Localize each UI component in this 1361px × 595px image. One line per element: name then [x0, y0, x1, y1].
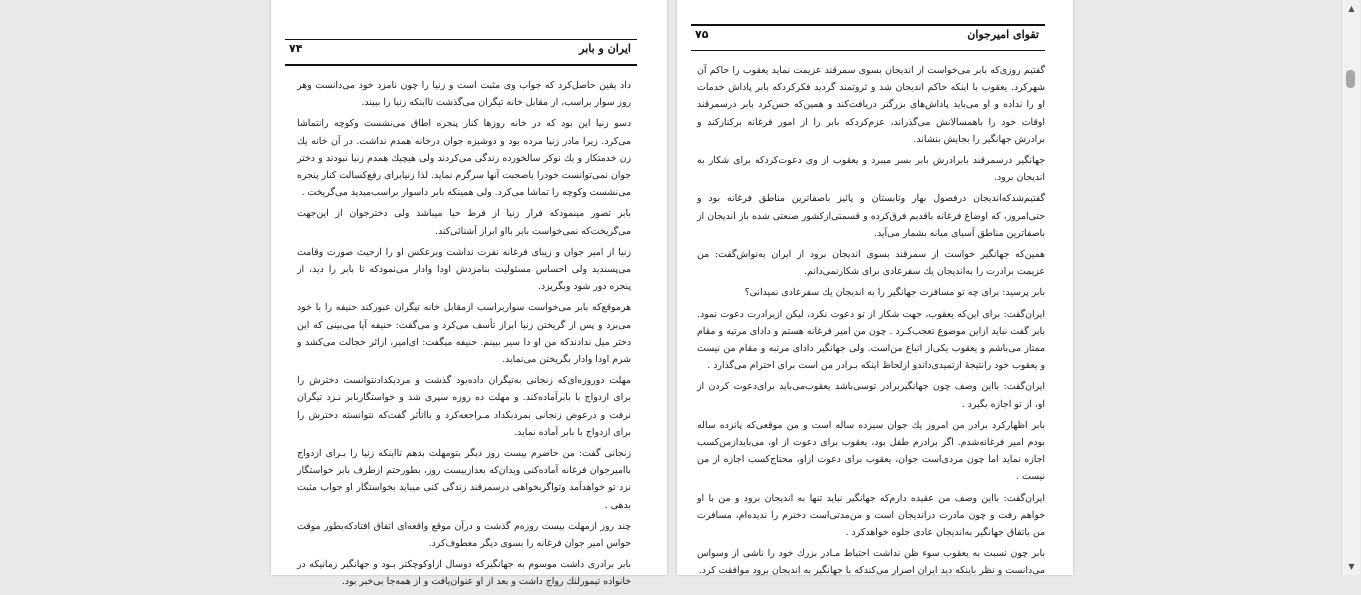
paragraph: دسو زنیا این بود که در خانه روزها کنار پنجره اطاق می‌نشست وکوچه رانتماشا می‌کرد. زیرا مادر زنیا مرده بود و دوشیزه جوان درخانه همدم نداشت. در آن خانه یك زن خدمتکار و یك نوکر سالخورده زندگی می‌کردند ولی هیچیك همدم زنیا نبودند و دختر جوان نمی‌توانست خودرا باصحبت آنها سرگرم نماید. لذا زنیابرای رفع‌کسالت کنار پنجره می‌نشست وکوچه را تماشا می‌کرد. ولی همینکه بابر داسوار براسب‌میدید می‌گریخت . — [297, 118, 631, 199]
paragraph: ایران‌گفت: بااین وصف چون جهانگیربرادر توسی‌باشد یعقوب‌می‌باید برای‌دعوت کردن از او، از تو اجازه بگیرد . — [697, 381, 1045, 410]
paragraph: زنجانی گفت: من حاضرم بیست روز دیگر بتومهلت بدهم تااینکه زنیا را بـرای ازدواج باامیرجوان فرغانه آماده‌کنی وبدان‌که بعدازبیست روز، بطورحتم ازطرف بابر خواستگار نزد تو خواهدآمد وتواگربخواهی درسمرقند زندگی کنی میباید بخواستگار او جواب مثبت بدهی . — [297, 448, 631, 511]
paragraph: بابر اظهارکرد برادر من امروز یك جوان سیزده ساله است و من موقعی‌که پانزده ساله بودم امیر فرغانه‌شدم. اگر برادرم طفل بود، یعقوب برای دعوت از او، می‌بایدازمن‌کسب اجازه نماید اما چون مردی‌است جوان، یعقوب برای دعوت ازاو، محتاج‌کسب اجازه از من نیست . — [697, 419, 1045, 483]
paragraph: داد یقین حاصل‌کرد که جواب وی مثبت است و زنیا را چون نامزد خود می‌دانست وهر روز سوار براسب، از مقابل خانه تیگران می‌گذشت تااینکه زنیا را ببیند. — [297, 80, 631, 109]
page-body — [697, 62, 1045, 584]
page-number: ۷۵ — [695, 28, 709, 41]
scrollbar-thumb[interactable] — [1346, 70, 1355, 88]
paragraph: گفتیم‌شدکه‌اندیجان درفصول بهار وتابستان و پائیز باصفاترین مناطق فرغانه بود و حتی‌امروز، که اوضاع فرغانه باقدیم فرق‌کرده و قسمتی‌ازکشور صنعتی شده باز اندیجان از باصفاترین مناطق آسیای میانه بشمار می‌آید. — [697, 193, 1045, 239]
paragraph: بابر برادری داشت موسوم به جهانگیرکه دوسال ازاوکوچکتر بـود و جهانگیر زمانیکه در خانواده تیمورلنك رواج داشت و بعد از او عنوان‌یافت و از همه‌جا بی‌خبر بود. — [297, 559, 631, 588]
page-74 — [271, 0, 667, 588]
running-title: ایران و بابر — [579, 42, 631, 55]
paragraph: بابر چون نسبت به یعقوب سوء ظن نداشت احتیاط مـادر بزرك خود را ناشی از وسواس می‌دانست و نظر باینکه دید ایران اصرار می‌کندکه با جهانگیر به اندیجان برود موافقت کرد. — [697, 548, 1045, 577]
paragraph: زنیا از امیر جوان و زیبای فرغانه نفرت نداشت وبرعکس او را ازحیث صورت وقامت می‌پسندید ولی احساس مسئولیت بنامزدش اودا وادار می‌نمودکه تا بابر را دید، از پنجره دور شود وبگریزد. — [297, 246, 631, 293]
paragraph: جهانگیر درسمرقند بابرادرش بابر بسر میبرد و یعقوب از وی دعوت‌کردکه برای شکار به اندیجان برود. — [697, 155, 1045, 184]
paragraph: بابر پرسید: برای چه تو مسافرت جهانگیر را به اندیجان یك سفرعادی نمیدانی؟ — [744, 287, 1045, 299]
paragraph: مهلت دوروزه‌ای‌که زنجانی به‌تیگران داده‌بود گذشت و مردبکدادنتوانست دخترش را برای ازدواج با بابرآماده‌کند. و مهلت ده روزه سپری شد و خواستگاربابر نـزد تیگران نرفت و درعوض زنجانی بمردبکداد مـراجعه‌کرد و بااتأثر گفت‌که نتوانسته دخترش را برای ازدواج با بابر آماده نماید. — [297, 375, 631, 438]
scroll-up-arrow-icon[interactable]: ▲ — [1348, 4, 1355, 13]
page-header — [285, 39, 637, 66]
paragraph: هرموقع‌که بابر می‌خواست سواربراسب ازمقابل خانه تیگران عبورکند حنیفه را با خود می‌برد و پس از گریختن زنیا ابراز تأسف می‌کرد و می‌گفت: حنیفه آیا می‌بینی که این دختر میل ندادندکه من او دا سیر ببینم. حنیفه میگفت: ای‌امیر، ازاثر خجالت می‌کشد و شرم اودا وادار بگریختن می‌نماید. — [297, 302, 631, 366]
page-header — [691, 24, 1045, 51]
paragraph: ایران‌گفت: بااین وصف من عقیده دارم‌که جهانگیر نباید تنها به اندیجان برود و من با او خواهم رفت و چون مادرت دراندیجان است و من‌مدتی‌است دخترم را ندیده‌ام، مسافرت من باتفاق جهانگیر به‌اندیجان عادی جلوه خواهدکرد . — [697, 492, 1045, 539]
page-75 — [677, 0, 1073, 575]
paragraph: ایران‌گفت: برای این‌که یعقوب، جهت شکار از تو دعوت نکرد، لیکن ازبرادرت دعوت نمود. بابر گفت نباید ازاین موضوع تعجب‌کـرد . چون من امیر فرغانه هستم و دادای مرتبه و مقام ممتاز می‌باشم و یعقوب یکی‌از اتباع من‌است. ولی جهانگیر دادای مرتبه و مقام من نیست و یعقوب خود رانتیجهٔ ازتمیدی‌داندو ازلحاظ اینکه بـرادر من است برای احترام می‌گذارد . — [697, 308, 1045, 372]
paragraph: همین‌که جهانگیر خواست از سمرقند بسوی اندیجان برود از ایران به‌نواش‌گفت: من عزیمت برادرت را به‌اندیجان یك سفرعادی برای شکارنمی‌دانم. — [697, 249, 1045, 278]
paragraph: بابر تصور مینمودکه فرار زنیا از فرط حیا میباشد ولی دخترجوان از این‌جهت می‌گریخت‌که نمی‌خواست بابر بااو ابراز آشنائی‌کند. — [297, 208, 631, 237]
vertical-scrollbar[interactable] — [1341, 0, 1360, 575]
paragraph: گفتیم روزی‌که بابر می‌خواست از اندیجان بسوی سمرقند عزیمت نماید یعقوب را حاکم آن شهرکرد. یعقوب با اینکه حاکم اندیجان شد و ثروتمند گردید فکرکردکه بابر پاداش خدمات او را نداده و او می‌باید پاداش‌های بزرگتر دریافت‌کند و همین‌که حس‌کرد بابر درسمرقند اوقات خود را باهمسالانش می‌گذراند، عزم‌کردکه بابر را از امور فرغانه برکنارکند و برادرش جهانگیر را بجایش بنشاند. — [697, 65, 1045, 145]
scroll-down-arrow-icon[interactable]: ▼ — [1348, 562, 1355, 571]
running-title: تقوای امیرجوان — [967, 28, 1039, 41]
page-body — [297, 77, 631, 595]
page-number: ۷۴ — [289, 42, 303, 55]
paragraph: چند روز ازمهلت بیست روزه‌م گذشت و درآن موقع واقعه‌ای اتفاق افتادکه‌بطور موقت حواس امیر جوان فرغانه را بسوی دیگر معطوف‌کرد. — [297, 520, 631, 550]
